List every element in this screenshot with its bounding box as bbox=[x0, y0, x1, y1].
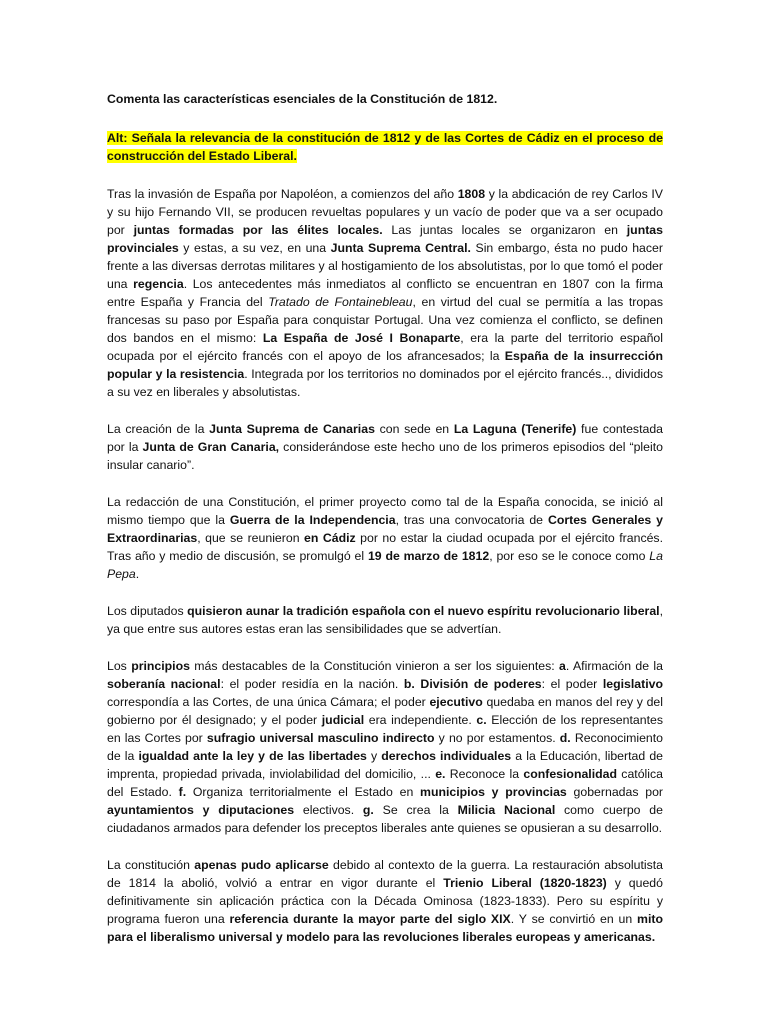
bold-text-run: 1808 bbox=[457, 187, 486, 201]
bold-text-run: en Cádiz bbox=[304, 531, 356, 545]
bold-text-run: principios bbox=[131, 659, 190, 673]
italic-text-run: Tratado de Fontainebleau bbox=[268, 295, 413, 309]
text-run: a la Educación, libertad de imprenta, propiedad privada, inviolabilidad del domicilio, ... bbox=[107, 749, 663, 781]
text-run: , que se reunieron bbox=[197, 531, 305, 545]
bold-text-run: Milicia Nacional bbox=[457, 803, 556, 817]
bold-text-run: 19 de marzo de 1812 bbox=[367, 549, 490, 563]
bold-text-run: d. bbox=[559, 731, 571, 745]
text-run: y la abdicación de rey Carlos IV y su hijo Fernando VII, se producen revueltas populares y un vacío de poder que va a ser ocupado por bbox=[107, 187, 664, 237]
bold-text-run: juntas formadas por las élites locales. bbox=[133, 223, 383, 237]
bold-text-run: La Laguna (Tenerife) bbox=[453, 422, 577, 436]
text-run: , en virtud del cual se permitía a las tropas francesas su paso por España para conquistar Portugal. Una vez comienza el conflicto, se definen dos bandos en el mismo: bbox=[107, 295, 664, 345]
bold-text-run: f. bbox=[178, 785, 187, 799]
text-run: Las juntas locales se organizaron en bbox=[382, 223, 627, 237]
text-run: debido al contexto de la guerra. La restauración absolutista de 1814 la abolió, volvió a entrar en vigor durante el bbox=[107, 858, 664, 890]
bold-text-run: Junta Suprema de Canarias bbox=[209, 422, 375, 436]
bold-text-run: e. bbox=[435, 767, 446, 781]
alt-question-highlight: Alt: Señala la relevancia de la constitución de 1812 y de las Cortes de Cádiz en el proceso de construcción del Estado Liberal. bbox=[107, 131, 663, 163]
text-run: , ya que entre sus autores estas eran las sensibilidades que se advertían. bbox=[107, 604, 663, 636]
text-run: . Afirmación de la bbox=[565, 659, 664, 673]
text-run: Sin embargo, ésta no pudo hacer frente a las diversas derrotas militares y al hostigamiento de los absolutistas, por lo que tomó el poder una bbox=[107, 241, 663, 291]
bold-text-run: b. División de poderes bbox=[403, 677, 542, 691]
text-run: Organiza territorialmente el Estado en bbox=[186, 785, 421, 799]
bold-text-run: Junta Suprema Central. bbox=[330, 241, 471, 255]
text-run: , era la parte del territorio español ocupada por el ejército francés con el apoyo de los afrancesados; la bbox=[107, 331, 663, 363]
text-run: . Integrada por los territorios no dominados por el ejército francés.., divididos a su vez en liberales y absolutistas. bbox=[107, 367, 663, 399]
document-body bbox=[107, 90, 663, 965]
bold-text-run: confesionalidad bbox=[523, 767, 617, 781]
text-run: católica del Estado. bbox=[107, 767, 663, 799]
text-run: Elección de los representantes en las Cortes por bbox=[107, 713, 663, 745]
bold-text-run: Junta de Gran Canaria, bbox=[142, 440, 280, 454]
text-run: Los bbox=[107, 659, 132, 673]
text-run: Reconoce la bbox=[445, 767, 524, 781]
bold-text-run: La España de José I Bonaparte bbox=[262, 331, 461, 345]
bold-text-run: c. bbox=[476, 713, 487, 727]
bold-text-run: Cortes Generales y Extraordinarias bbox=[107, 513, 664, 545]
text-run: y bbox=[366, 749, 382, 763]
text-run: fue contestada por la bbox=[107, 422, 663, 454]
text-run: como cuerpo de ciudadanos armados para defender los preceptos liberales ante quienes se opusieran a su desarrollo. bbox=[107, 803, 663, 835]
text-run: La redacción de una Constitución, el primer proyecto como tal de la España conocida, se inició al mismo tiempo que la bbox=[107, 495, 663, 527]
text-run: electivos. bbox=[294, 803, 363, 817]
bold-text-run: ejecutivo bbox=[429, 695, 483, 709]
paragraph-1 bbox=[107, 185, 663, 401]
document-title bbox=[107, 90, 663, 108]
text-run: , tras una convocatoria de bbox=[395, 513, 548, 527]
bold-text-run: juntas provinciales bbox=[107, 223, 663, 255]
document-title-text: Comenta las características esenciales de la Constitución de 1812. bbox=[107, 92, 498, 106]
bold-text-run: sufragio universal masculino indirecto bbox=[206, 731, 435, 745]
text-run: . bbox=[135, 567, 140, 581]
text-run: gobernadas por bbox=[566, 785, 663, 799]
bold-text-run: ayuntamientos y diputaciones bbox=[107, 803, 295, 817]
text-run: La constitución bbox=[107, 858, 195, 872]
bold-text-run: soberanía nacional bbox=[107, 677, 221, 691]
bold-text-run: g. bbox=[362, 803, 374, 817]
text-run: quedaba en manos del rey y del gobierno por él designado; y el poder bbox=[107, 695, 663, 727]
text-run: : el poder bbox=[541, 677, 603, 691]
italic-text-run: La Pepa bbox=[107, 549, 663, 581]
bold-text-run: legislativo bbox=[602, 677, 663, 691]
text-run: . Los antecedentes más inmediatos al conflicto se encuentran en 1807 con la firma entre España y Francia del bbox=[107, 277, 664, 309]
text-run: : el poder residía en la nación. bbox=[220, 677, 404, 691]
bold-text-run: quisieron aunar la tradición española con el nuevo espíritu revolucionario liberal bbox=[187, 604, 660, 618]
text-run: Se crea la bbox=[373, 803, 458, 817]
text-run: Reconocimiento de la bbox=[107, 731, 664, 763]
bold-text-run: Guerra de la Independencia bbox=[229, 513, 396, 527]
paragraph-5 bbox=[107, 657, 663, 837]
text-run: con sede en bbox=[374, 422, 454, 436]
bold-text-run: regencia bbox=[133, 277, 184, 291]
bold-text-run: a bbox=[559, 659, 566, 673]
bold-text-run: apenas pudo aplicarse bbox=[194, 858, 329, 872]
paragraph-4 bbox=[107, 602, 663, 638]
text-run: considerándose este hecho uno de los primeros episodios del “pleito insular canario”. bbox=[107, 440, 663, 472]
text-run: era independiente. bbox=[364, 713, 477, 727]
text-run: y no por estamentos. bbox=[434, 731, 560, 745]
text-run: y quedó definitivamente sin aplicación práctica con la Década Ominosa (1823-1833). Pero su espíritu y programa fueron una bbox=[107, 876, 663, 926]
bold-text-run: referencia durante la mayor parte del siglo XIX bbox=[229, 912, 511, 926]
bold-text-run: municipios y provincias bbox=[420, 785, 567, 799]
text-run: Tras la invasión de España por Napoléon, a comienzos del año bbox=[107, 187, 458, 201]
text-run: Los diputados bbox=[107, 604, 188, 618]
bold-text-run: España de la insurrección popular y la resistencia bbox=[107, 349, 663, 381]
text-run: más destacables de la Constitución vinieron a ser los siguientes: bbox=[189, 659, 560, 673]
text-run: por no estar la ciudad ocupada por el ejército francés. Tras año y medio de discusión, se promulgó el bbox=[107, 531, 663, 563]
paragraph-3 bbox=[107, 493, 663, 583]
paragraph-2 bbox=[107, 420, 663, 474]
bold-text-run: derechos individuales bbox=[381, 749, 512, 763]
text-run: La creación de la bbox=[107, 422, 210, 436]
bold-text-run: Trienio Liberal (1820-1823) bbox=[443, 876, 607, 890]
paragraph-6 bbox=[107, 856, 663, 946]
bold-text-run: judicial bbox=[321, 713, 365, 727]
bold-text-run: igualdad ante la ley y de las libertades bbox=[138, 749, 367, 763]
alt-question bbox=[107, 129, 663, 165]
text-run: . Y se convirtió en un bbox=[510, 912, 638, 926]
text-run: correspondía a las Cortes, de una única Cámara; el poder bbox=[107, 695, 430, 709]
text-run: y estas, a su vez, en una bbox=[178, 241, 331, 255]
text-run: , por eso se le conoce como bbox=[489, 549, 650, 563]
bold-text-run: mito para el liberalismo universal y modelo para las revoluciones liberales europeas y americanas. bbox=[107, 912, 663, 944]
